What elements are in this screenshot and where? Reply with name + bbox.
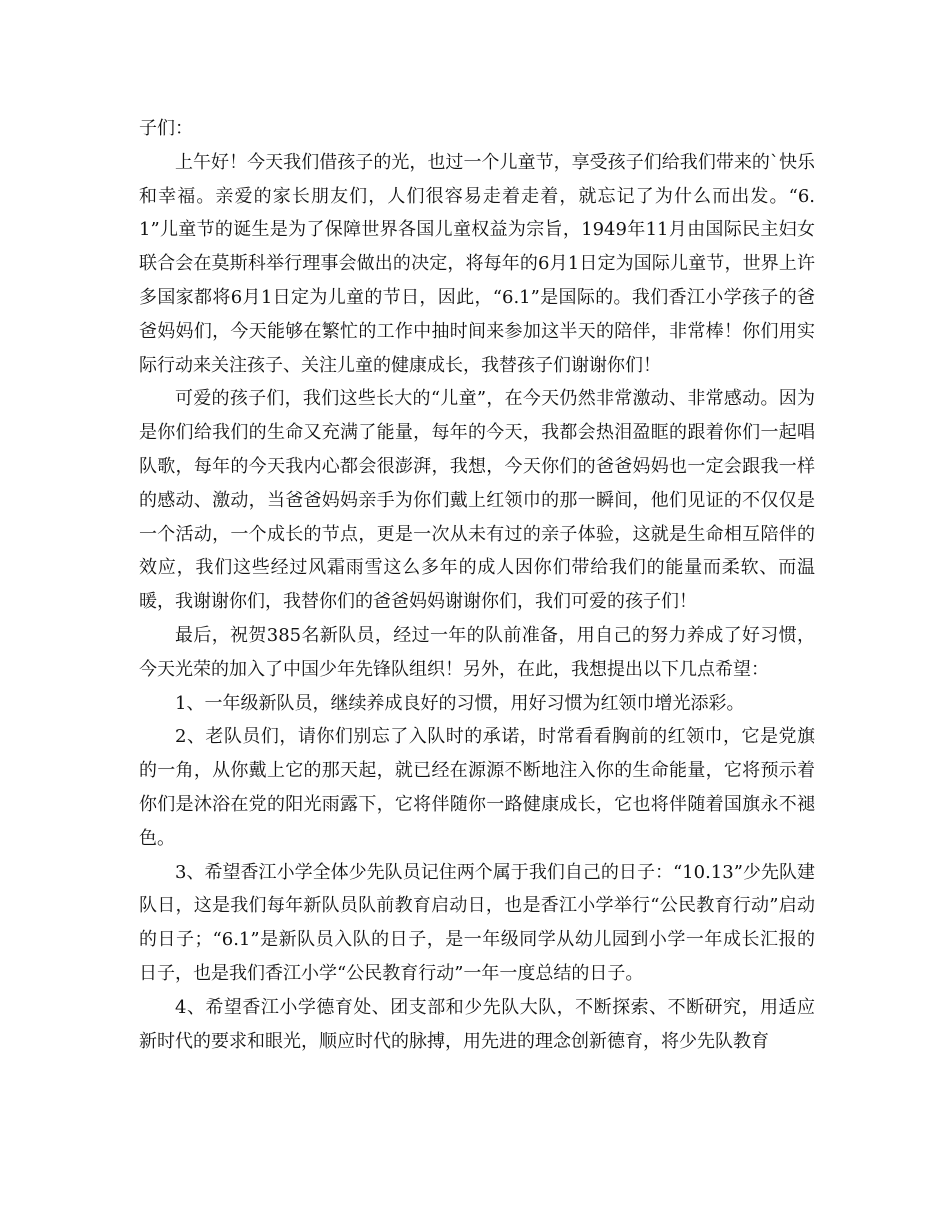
list-item-hope-3: 3、希望香江小学全体少先队员记住两个属于我们自己的日子：“10.13”少先队建队日，这是我们每年新队员队前教育启动日，也是香江小学举行“公民教育行动”启动的日子；“6.1”是新队员入队的日子，是一年级同学从幼儿园到小学一年成长汇报的日子，也是我们香江小学“公民教育行动”一年一度总结的日子。 (139, 861, 815, 984)
paragraph-greeting: 上午好！今天我们借孩子的光，也过一个儿童节，享受孩子们给我们带来的`快乐和幸福。亲爱的家长朋友们，人们很容易走着走着，就忘记了为什么而出发。“6.1”儿童节的诞生是为了保障世界各国儿童权益为宗旨，1949年11月由国际民主妇女联合会在莫斯科举行理事会做出的决定，将每年的6月1日定为国际儿童节，世界上许多国家都将6月1日定为儿童的节日，因此，“6.1”是国际的。我们香江小学孩子的爸爸妈妈们，今天能够在繁忙的工作中抽时间来参加这半天的陪伴，非常棒！你们用实际行动来关注孩子、关注儿童的健康成长，我替孩子们谢谢你们！ (139, 151, 815, 376)
paragraph-children: 可爱的孩子们，我们这些长大的“儿童”，在今天仍然非常激动、非常感动。因为是你们给我们的生命又充满了能量，每年的今天，我都会热泪盈眶的跟着你们一起唱队歌，每年的今天我内心都会很澎湃，我想，今天你们的爸爸妈妈也一定会跟我一样的感动、激动，当爸爸妈妈亲手为你们戴上红领巾的那一瞬间，他们见证的不仅仅是一个活动，一个成长的节点，更是一次从未有过的亲子体验，这就是生命相互陪伴的效应，我们这些经过风霜雨雪这么多年的成人因你们带给我们的能量而柔软、而温暖，我谢谢你们，我替你们的爸爸妈妈谢谢你们，我们可爱的孩子们！ (139, 388, 815, 613)
list-item-hope-2: 2、老队员们，请你们别忘了入队时的承诺，时常看看胸前的红领巾，它是党旗的一角，从你戴上它的那天起，就已经在源源不断地注入你的生命能量，它将预示着你们是沐浴在党的阳光雨露下，它将伴随你一路健康成长，它也将伴随着国旗永不褪色。 (139, 726, 815, 849)
list-item-hope-4: 4、希望香江小学德育处、团支部和少先队大队，不断探索、不断研究，用适应新时代的要求和眼光，顺应时代的脉搏，用先进的理念创新德育，将少先队教育 (139, 996, 815, 1052)
paragraph-congratulations: 最后，祝贺385名新队员，经过一年的队前准备，用自己的努力养成了好习惯，今天光荣的加入了中国少年先锋队组织！另外，在此，我想提出以下几点希望： (139, 624, 815, 680)
list-item-hope-1: 1、一年级新队员，继续养成良好的习惯，用好习惯为红领巾增光添彩。 (175, 692, 745, 714)
speech-text (139, 112, 815, 1058)
paragraph-opening-fragment: 子们： (139, 118, 193, 139)
